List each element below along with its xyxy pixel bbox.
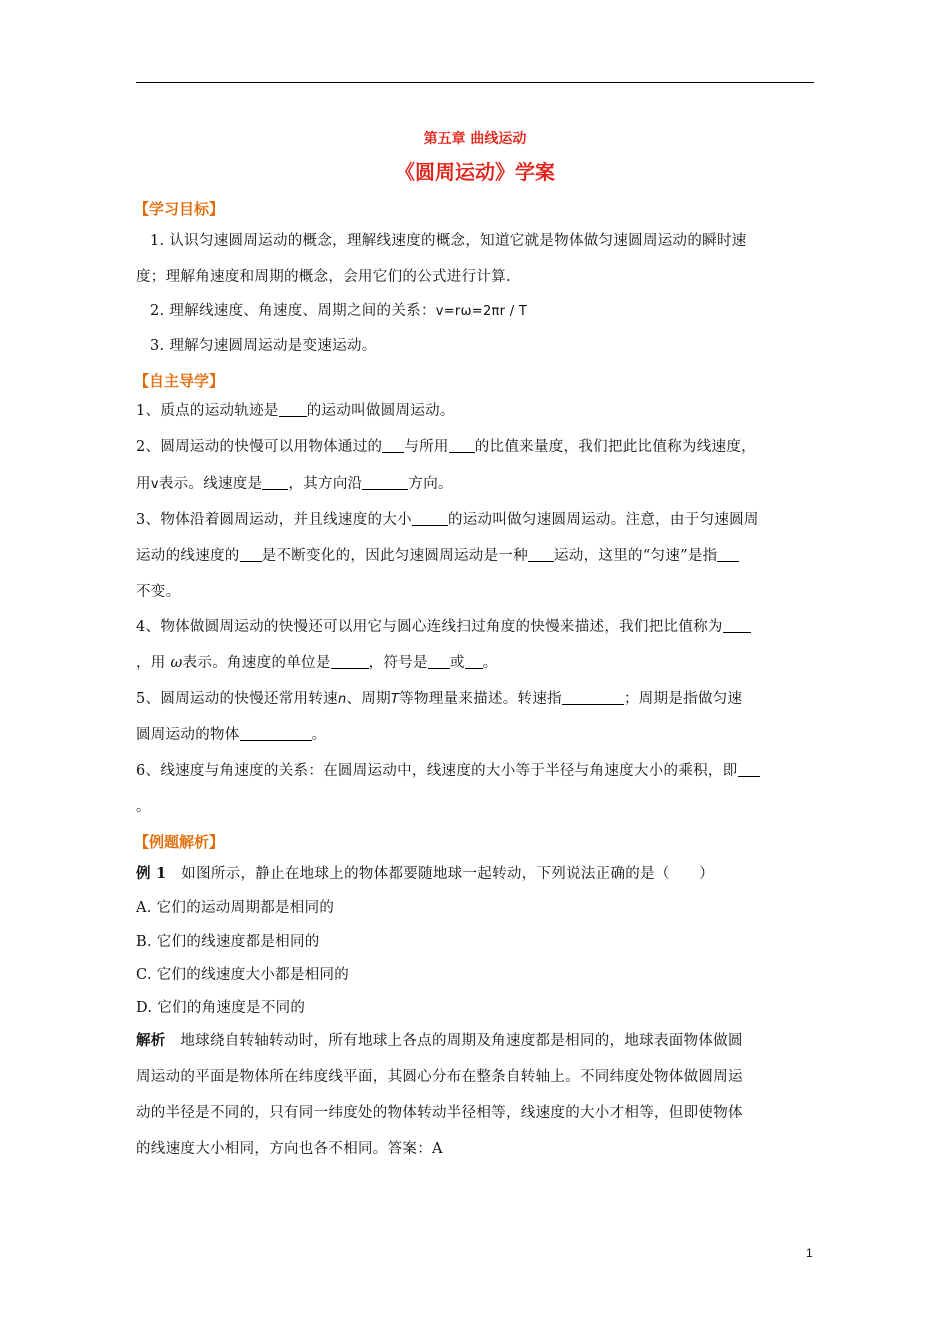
analysis-line-4: 的线速度大小相同，方向也各不相同。答案：A [136,1141,443,1157]
question-4-line-1: 4、物体做圆周运动的快慢还可以用它与圆心连线扫过角度的快慢来描述，我们把比值称为 [136,617,816,637]
section-heading-examples: 【例题解析】 [134,833,225,851]
fill-blank[interactable] [465,654,483,669]
option-b: B. 它们的线速度都是相同的 [136,934,320,950]
fill-blank[interactable] [717,547,739,562]
question-5-line-1: 5、圆周运动的快慢还常用转速n、周期T等物理量来描述。转速指 ；周期是指做匀速 [136,691,743,707]
option-c: C. 它们的线速度大小都是相同的 [136,967,350,983]
fill-blank[interactable] [362,475,408,490]
fill-blank[interactable] [279,402,307,417]
question-4-line-2: ，用 ω表示。角速度的单位是 ，符号是 或 。 [136,655,498,671]
goal-2 [150,301,830,322]
chapter-title: 第五章 曲线运动 [423,131,527,147]
header-rule [136,82,814,83]
example-label: 例 1 [136,865,167,882]
goal-1-line-2: 度；理解角速度和周期的概念，会用它们的公式进行计算. [136,269,511,285]
section-heading-goals: 【学习目标】 [134,200,225,218]
fill-blank[interactable] [428,654,450,669]
page-title: 《圆周运动》学案 [395,160,555,184]
analysis-line-3: 动的半径是不同的，只有同一纬度处的物体转动半径相等，线速度的大小才相等，但即使物体 [136,1105,743,1121]
fill-blank[interactable] [528,547,554,562]
goal-3: 3. 理解匀速圆周运动是变速运动。 [150,338,377,354]
question-3-line-1: 3、物体沿着圆周运动，并且线速度的大小 的运动叫做匀速圆周运动。注意，由于匀速圆周 [136,512,759,528]
fill-blank[interactable] [723,618,751,633]
question-1: 1、质点的运动轨迹是 的运动叫做圆周运动。 [136,403,455,419]
analysis-label: 解析 [136,1032,166,1049]
question-2-line-2: 用v表示。线速度是 ，其方向沿 方向。 [136,476,453,492]
question-6-line-1: 6、线速度与角速度的关系：在圆周运动中，线速度的大小等于半径与角速度大小的乘积，即 [136,761,816,781]
option-d: D. 它们的角速度是不同的 [136,1000,306,1016]
question-6-line-2: 。 [136,799,151,815]
goal-1-line-1: 1. 认识匀速圆周运动的概念，理解线速度的概念，知道它就是物体做匀速圆周运动的瞬时速 [150,233,747,249]
example-1-stem: 例 1 如图所示，静止在地球上的物体都要随地球一起转动，下列说法正确的是（ ） [136,865,715,882]
fill-blank[interactable] [562,690,624,705]
analysis-line-2: 周运动的平面是物体所在纬度线平面，其圆心分布在整条自转轴上。不同纬度处物体做圆周运 [136,1069,743,1085]
goal-2-formula: v=rω=2πr / T [435,304,528,319]
fill-blank[interactable] [240,726,312,741]
analysis-line-1: 解析 地球绕自转轴转动时，所有地球上各点的周期及角速度都是相同的，地球表面物体做圆 [136,1032,743,1049]
fill-blank[interactable] [240,547,262,562]
fill-blank[interactable] [449,438,475,453]
fill-blank[interactable] [331,654,369,669]
page-number: 1 [806,1246,813,1260]
question-3-line-2: 运动的线速度的 是不断变化的，因此匀速圆周运动是一种 运动，这里的“匀速”是指 [136,546,816,566]
question-5-line-2: 圆周运动的物体 。 [136,727,327,743]
section-heading-self-study: 【自主导学】 [134,372,225,390]
goal-2-text: 2. 理解线速度、角速度、周期之间的关系： [150,303,436,319]
fill-blank[interactable] [738,762,760,777]
fill-blank[interactable] [262,475,288,490]
option-a: A. 它们的运动周期都是相同的 [136,900,335,916]
question-2-line-1: 2、圆周运动的快慢可以用物体通过的 与所用 的比值来量度，我们把此比值称为线速度， [136,439,756,455]
fill-blank[interactable] [412,511,448,526]
fill-blank[interactable] [382,438,404,453]
question-3-line-3: 不变。 [136,584,181,600]
